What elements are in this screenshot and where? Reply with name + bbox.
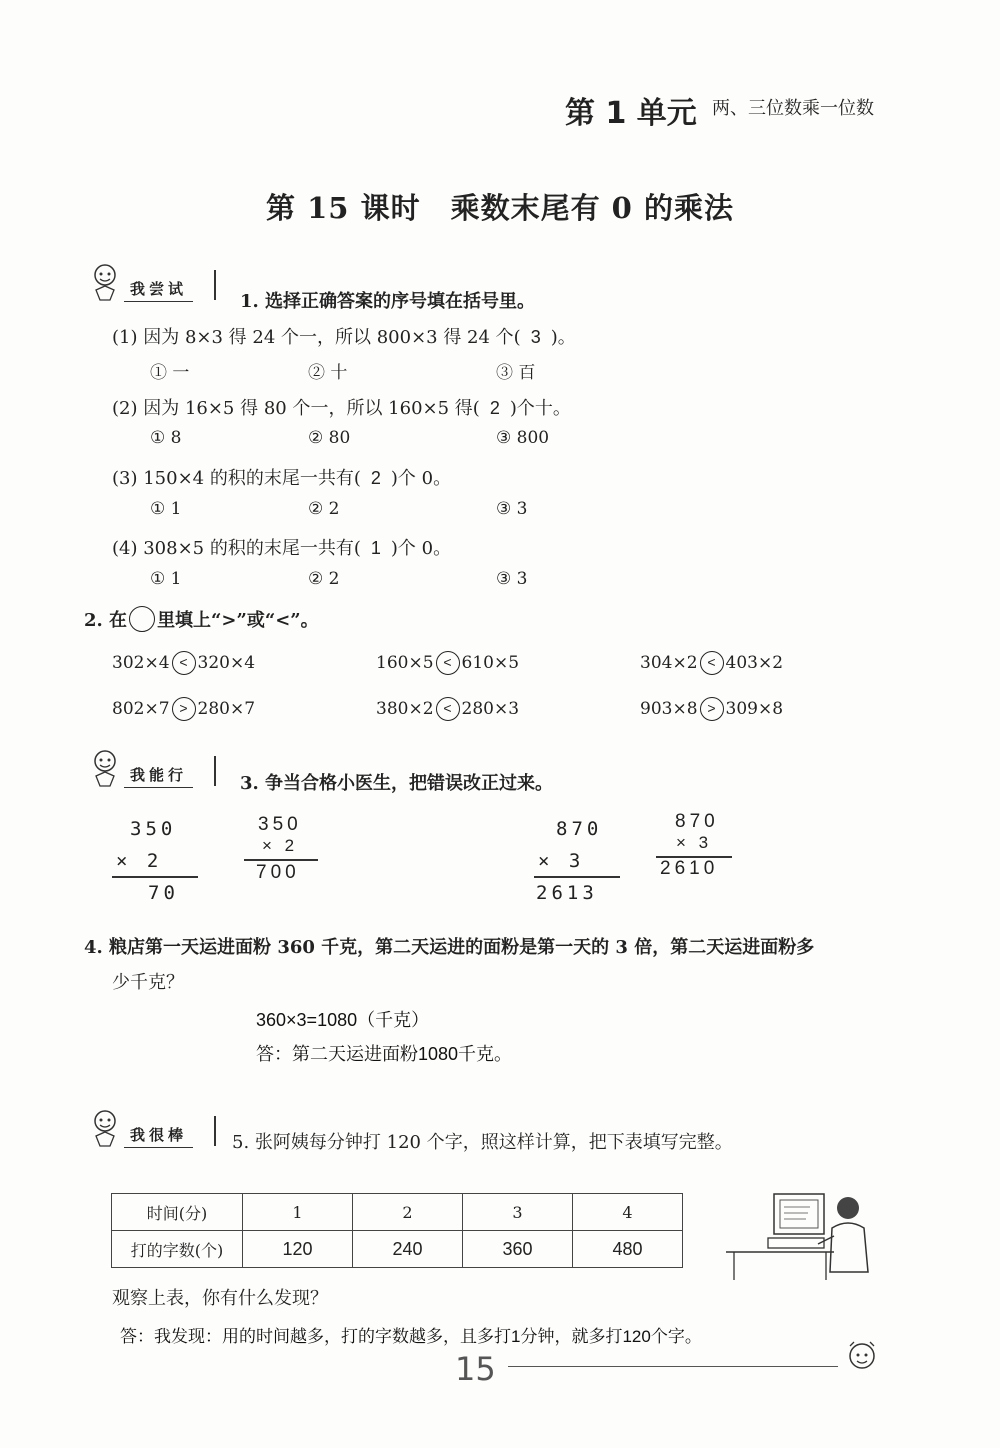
badge-great — [88, 1108, 238, 1148]
compare-item: 802×7 > 280×7 — [112, 699, 256, 719]
q4-answer: 答：第二天运进面粉1080千克。 — [256, 1044, 513, 1064]
time-cell: 4 — [573, 1194, 683, 1231]
option: ② 十 — [308, 363, 348, 383]
q1-prompt: 1. 选择正确答案的序号填在括号里。 — [240, 291, 536, 312]
fix1-multiplicand: 350 — [258, 814, 302, 835]
wrong1-product: 70 — [148, 882, 179, 904]
fix1-multiplier: × 2 — [262, 836, 299, 855]
q1-item-4: (4) 308×5 的积的末尾一共有( 1 )个 0。 — [112, 538, 452, 559]
answer-handwritten: 1 — [370, 538, 381, 558]
option: ① 8 — [150, 428, 182, 448]
footer-rule — [508, 1366, 838, 1367]
option: ③ 百 — [496, 363, 536, 383]
answer-handwritten: 3 — [530, 327, 541, 347]
badge-divider — [214, 270, 216, 300]
cartoon-kid-icon — [88, 748, 122, 788]
q1-item-2: (2) 因为 16×5 得 80 个一，所以 160×5 得( 2 )个十。 — [112, 398, 571, 419]
fix1-product: 700 — [256, 862, 300, 883]
fix2-product: 2610 — [660, 858, 719, 879]
option: ③ 3 — [496, 499, 528, 519]
row-label: 时间(分) — [112, 1194, 243, 1231]
table-row — [112, 1194, 683, 1231]
wrong2-multiplier: × 3 — [538, 850, 585, 872]
option: ② 80 — [308, 428, 351, 448]
badge-divider — [214, 1116, 216, 1146]
q5-answer: 答：我发现：用的时间越多，打的字数越多，且多打1分钟，就多打120个字。 — [120, 1327, 702, 1346]
option: ③ 3 — [496, 569, 528, 589]
option: ② 2 — [308, 569, 340, 589]
words-cell: 480 — [573, 1231, 683, 1268]
cartoon-kid-icon — [88, 262, 122, 302]
table-row — [112, 1231, 683, 1268]
words-cell: 360 — [463, 1231, 573, 1268]
wrong1-multiplier: × 2 — [116, 850, 163, 872]
option: ① 1 — [150, 569, 182, 589]
wrong1-multiplicand: 350 — [130, 818, 177, 840]
time-cell: 3 — [463, 1194, 573, 1231]
option: ③ 800 — [496, 428, 550, 448]
fix2-multiplicand: 870 — [675, 811, 719, 832]
q2-prompt: 2. 在 里填上“>”或“<”。 — [84, 606, 319, 632]
option: ② 2 — [308, 499, 340, 519]
cartoon-kid-icon — [88, 1108, 122, 1148]
time-cell: 2 — [353, 1194, 463, 1231]
compare-item: 302×4 < 320×4 — [112, 653, 256, 673]
time-cell: 1 — [243, 1194, 353, 1231]
words-cell: 120 — [243, 1231, 353, 1268]
compare-item: 903×8 > 309×8 — [640, 699, 784, 719]
words-cell: 240 — [353, 1231, 463, 1268]
q5-prompt: 5. 张阿姨每分钟打 120 个字，照这样计算，把下表填写完整。 — [232, 1132, 733, 1153]
compare-item: 160×5 < 610×5 — [376, 653, 520, 673]
fix2-multiplier: × 3 — [676, 833, 713, 852]
compare-item: 380×2 < 280×3 — [376, 699, 520, 719]
cartoon-kid-icon — [840, 1340, 888, 1380]
rule-line — [112, 876, 198, 878]
q3-prompt: 3. 争当合格小医生，把错误改正过来。 — [240, 773, 554, 794]
q4-prompt-line1: 4. 粮店第一天运进面粉 360 千克，第二天运进的面粉是第一天的 3 倍，第二天运进面粉多 — [84, 937, 815, 958]
option: ① 一 — [150, 363, 190, 383]
unit-subtitle: 两、三位数乘一位数 — [712, 98, 874, 119]
typing-table — [111, 1193, 683, 1268]
badge-try — [88, 262, 238, 302]
answer-handwritten: 2 — [370, 468, 381, 488]
badge-label: 我能行 — [124, 762, 193, 788]
empty-circle-icon — [129, 606, 155, 632]
answer-handwritten: 2 — [489, 398, 500, 418]
lesson-title: 第 15 课时 乘数末尾有 0 的乘法 — [266, 191, 734, 225]
rule-line — [244, 859, 318, 861]
woman-at-computer-icon — [722, 1182, 872, 1282]
wrong2-product: 2613 — [536, 882, 598, 904]
q4-prompt-line2: 少千克？ — [112, 972, 184, 993]
unit-title: 第 1 单元 — [565, 96, 697, 131]
q5-observe: 观察上表，你有什么发现？ — [112, 1288, 328, 1309]
badge-can — [88, 748, 238, 788]
q1-item-1: (1) 因为 8×3 得 24 个一，所以 800×3 得 24 个( 3 )。 — [112, 327, 576, 348]
q1-item-3: (3) 150×4 的积的末尾一共有( 2 )个 0。 — [112, 468, 452, 489]
row-label: 打的字数(个) — [112, 1231, 243, 1268]
badge-divider — [214, 756, 216, 786]
compare-item: 304×2 < 403×2 — [640, 653, 784, 673]
badge-label: 我尝试 — [124, 276, 193, 302]
wrong2-multiplicand: 870 — [556, 818, 603, 840]
page-number: 15 — [455, 1350, 496, 1388]
badge-label: 我很棒 — [124, 1122, 193, 1148]
q4-calculation: 360×3=1080（千克） — [256, 1010, 430, 1030]
option: ① 1 — [150, 499, 182, 519]
rule-line — [534, 876, 620, 878]
